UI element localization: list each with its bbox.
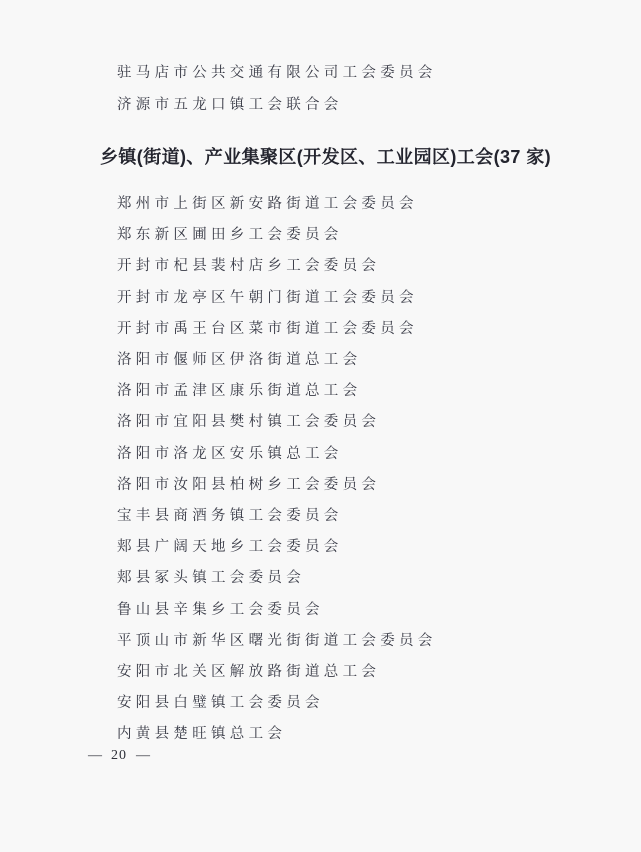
page-number: 20 (111, 748, 127, 763)
union-list-item: 开封市杞县裴村店乡工会委员会 (117, 258, 381, 275)
union-list-item: 驻马店市公共交通有限公司工会委员会 (117, 65, 437, 81)
union-list-item: 平顶山市新华区曙光街街道工会委员会 (117, 632, 437, 649)
union-list-item: 开封市龙亭区午朝门街道工会委员会 (117, 289, 418, 306)
union-list-item: 鲁山县辛集乡工会委员会 (117, 601, 324, 618)
footer-dash-right: — (136, 748, 150, 763)
township-union-list (117, 189, 601, 751)
union-list-item: 开封市禹王台区菜市街道工会委员会 (117, 320, 418, 337)
union-list-item: 洛阳市孟津区康乐街道总工会 (117, 383, 362, 400)
page-number-footer (88, 748, 150, 764)
union-list-item: 郏县广阔天地乡工会委员会 (117, 539, 343, 556)
union-list-item: 宝丰县商酒务镇工会委员会 (117, 508, 343, 525)
union-list-item: 洛阳市偃师区伊洛街道总工会 (117, 352, 362, 369)
union-list-item: 洛阳市洛龙区安乐镇总工会 (117, 445, 343, 462)
carryover-union-list (117, 57, 601, 121)
union-list-item: 内黄县楚旺镇总工会 (117, 726, 287, 743)
union-list-item: 郑东新区圃田乡工会委员会 (117, 227, 343, 244)
union-list-item: 郑州市上街区新安路街道工会委员会 (117, 196, 418, 212)
footer-dash-left: — (88, 748, 102, 763)
union-list-item: 安阳县白璧镇工会委员会 (117, 695, 324, 712)
union-list-item: 郏县冢头镇工会委员会 (117, 570, 305, 587)
union-list-item: 安阳市北关区解放路街道总工会 (117, 664, 381, 681)
union-list-item: 济源市五龙口镇工会联合会 (117, 97, 343, 113)
union-list-item: 洛阳市宜阳县樊村镇工会委员会 (117, 414, 381, 431)
section-heading: 乡镇(街道)、产业集聚区(开发区、工业园区)工会(37 家) (100, 147, 551, 167)
union-list-item: 洛阳市汝阳县柏树乡工会委员会 (117, 476, 381, 493)
